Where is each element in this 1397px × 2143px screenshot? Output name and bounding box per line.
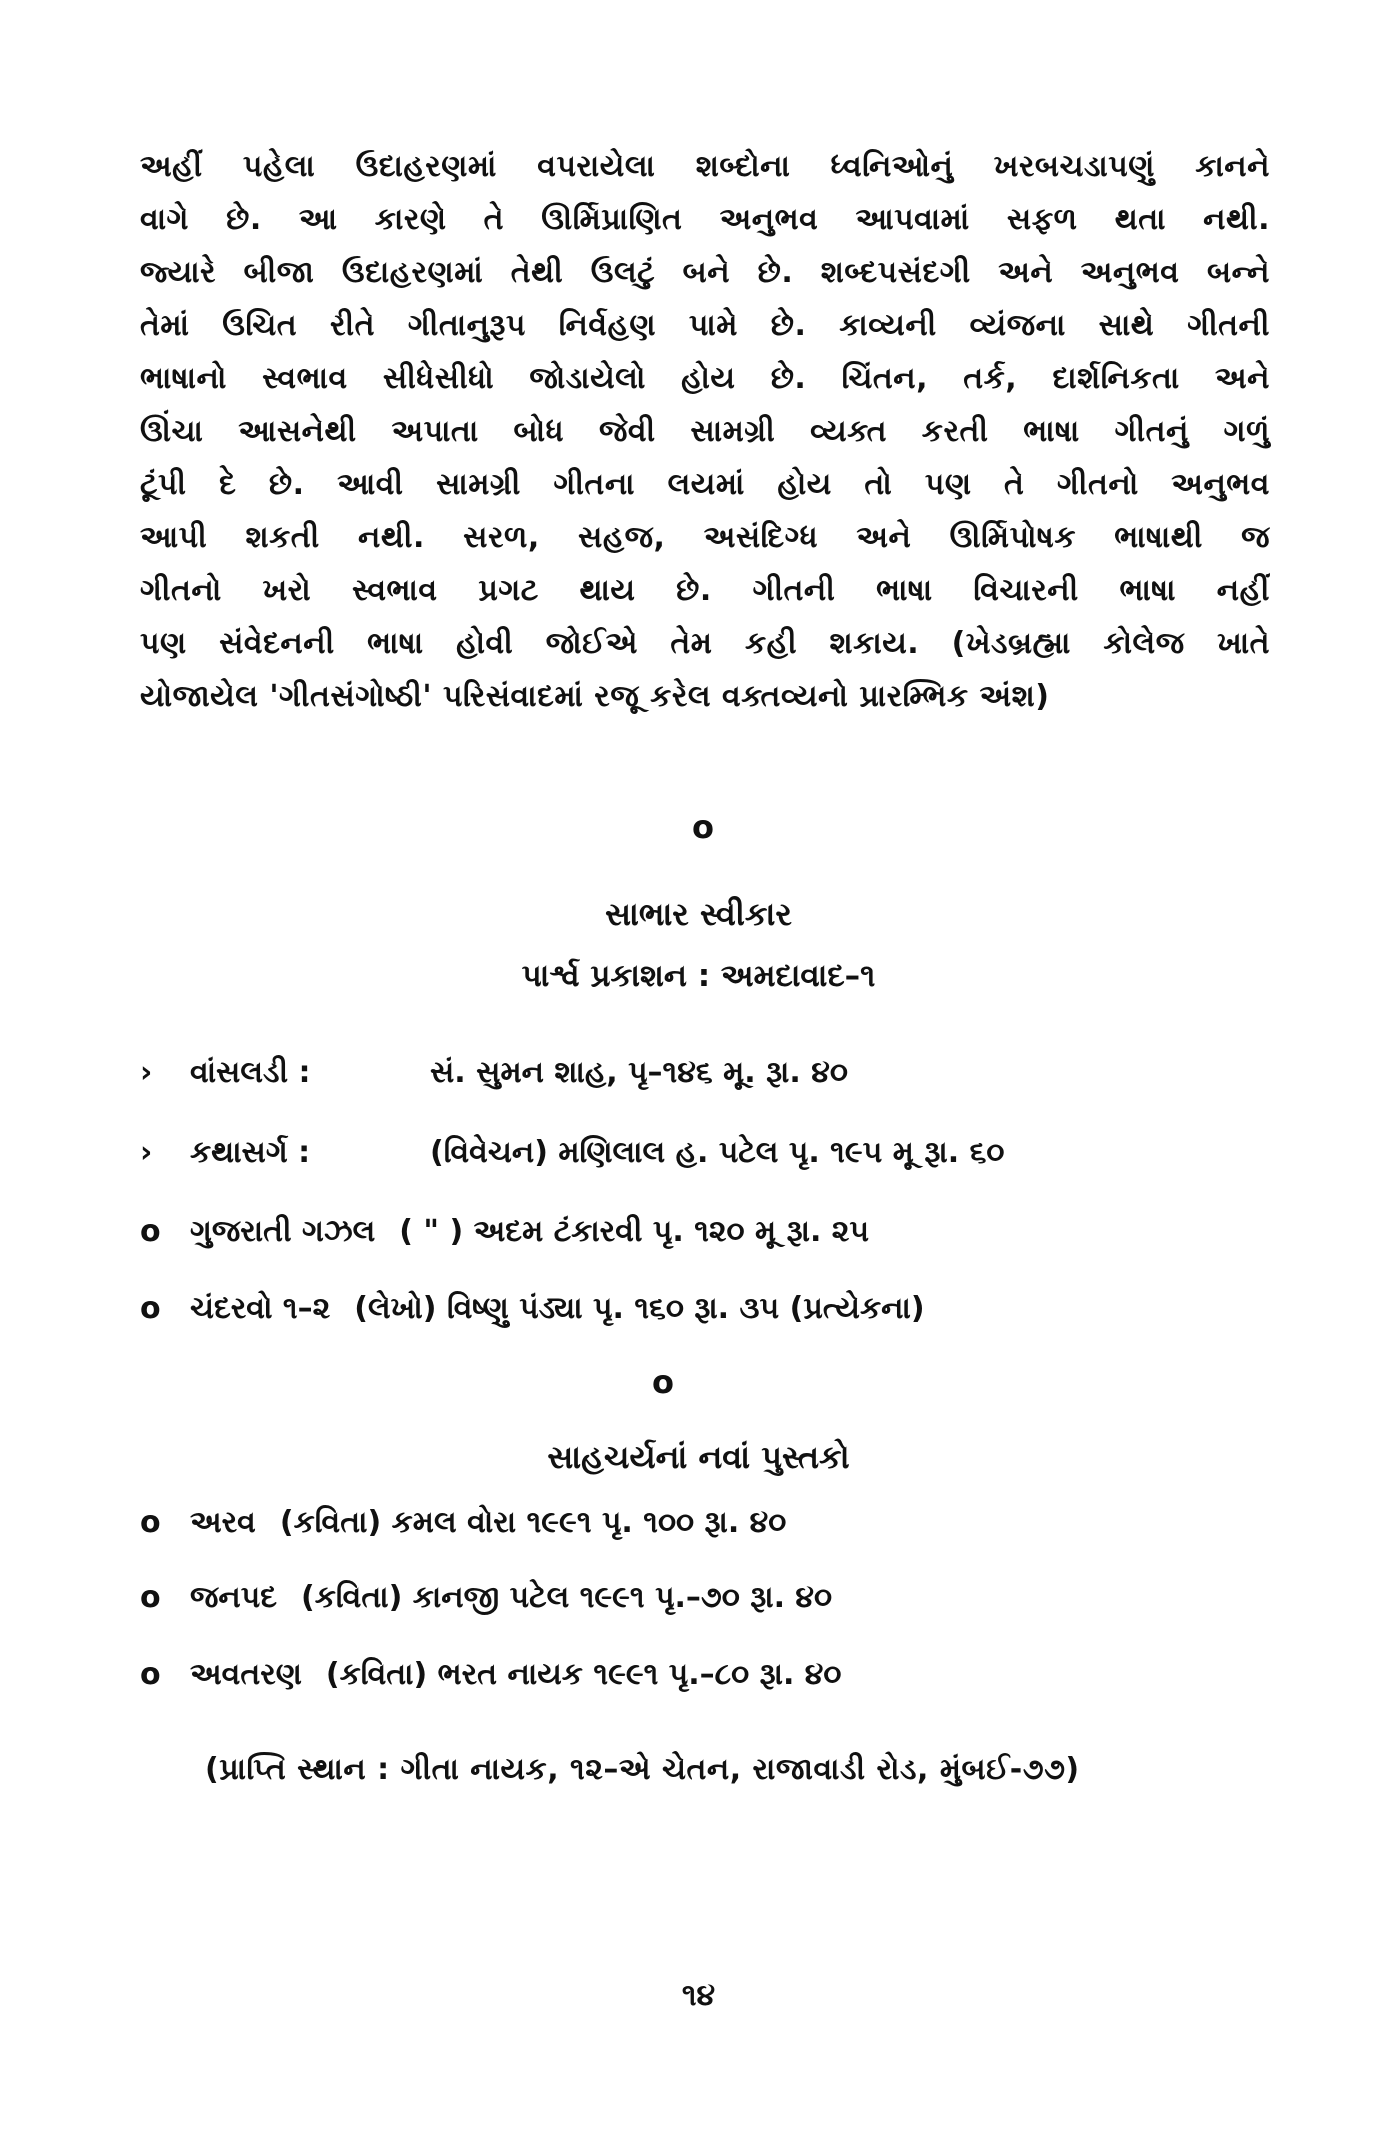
- list-item: [140, 1284, 1280, 1334]
- bullet-mark: o: [140, 1580, 161, 1615]
- book-detail: (કવિતા) કમલ વોરા ૧૯૯૧ પૃ. ૧૦૦ રૂા. ૪૦: [279, 1505, 787, 1540]
- paragraph-line: જ્યારે બીજા ઉદાહરણમાં તેથી ઉલટું બને છે. શબ્દપસંદગી અને અનુભવ બન્ને: [140, 255, 1270, 290]
- book-title: અરવ: [190, 1505, 256, 1540]
- paragraph-line: ભાષાનો સ્વભાવ સીધેસીધો જોડાયેલો હોય છે. ચિંતન, તર્ક, દાર્શનિકતા અને: [140, 361, 1270, 396]
- book-detail: (કવિતા) કાનજી પટેલ ૧૯૯૧ પૃ.–૭૦ રૂા. ૪૦: [300, 1580, 833, 1615]
- book-detail: (કવિતા) ભરત નાયક ૧૯૯૧ પૃ.–૮૦ રૂા. ૪૦: [325, 1657, 842, 1692]
- paragraph-line: ઊંચા આસનેથી અપાતા બોધ જેવી સામગ્રી વ્યક્ત કરતી ભાષા ગીતનું ગળું: [140, 414, 1270, 449]
- paragraph-line: ટૂંપી દે છે. આવી સામગ્રી ગીતના લયમાં હોય તો પણ તે ગીતનો અનુભવ: [140, 467, 1270, 502]
- section-divider: o: [652, 1363, 674, 1401]
- availability-note: (પ્રાપ્તિ સ્થાન : ગીતા નાયક, ૧૨–એ ચેતન, રાજાવાડી રોડ, મુંબઈ-૭૭): [205, 1752, 1080, 1787]
- new-books-heading: સાહચર્યનાં નવાં પુસ્તકો: [547, 1438, 850, 1476]
- book-title: વાંસલડી :: [190, 1055, 311, 1090]
- list-item: [140, 1650, 1280, 1700]
- book-title: અવતરણ: [190, 1657, 302, 1692]
- bullet-mark: o: [140, 1291, 161, 1326]
- list-item: [140, 1128, 1280, 1178]
- list-item: [140, 1573, 1280, 1623]
- bullet-mark: ›: [140, 1135, 153, 1170]
- paragraph-line: પણ સંવેદનની ભાષા હોવી જોઈએ તેમ કહી શકાય. (ખેડબ્રહ્મા કોલેજ ખાતે: [140, 626, 1270, 661]
- book-detail: (વિવેચન) મણિલાલ હ. પટેલ પૃ. ૧૯૫ મૂ રૂા. ૬૦: [430, 1135, 1005, 1170]
- acknowledgement-heading: સાભાર સ્વીકાર: [605, 895, 792, 933]
- paragraph-line: વાગે છે. આ કારણે તે ઊર્મિપ્રાણિત અનુભવ આપવામાં સફળ થતા નથી.: [140, 202, 1270, 237]
- bullet-mark: o: [140, 1505, 161, 1540]
- page-number: ૧૪: [681, 1978, 716, 2013]
- list-item: [140, 1048, 1280, 1098]
- section-divider: o: [692, 808, 714, 846]
- book-detail: સં. સુમન શાહ, પૃ–૧૪૬ મૂ. રૂા. ૪૦: [430, 1055, 848, 1090]
- paragraph-line: તેમાં ઉચિત રીતે ગીતાનુરૂપ નિર્વહણ પામે છે. કાવ્યની વ્યંજના સાથે ગીતની: [140, 308, 1270, 343]
- paragraph-line: અહીં પહેલા ઉદાહરણમાં વપરાયેલા શબ્દોના ધ્વનિઓનું ખરબચડાપણું કાનને: [140, 149, 1270, 184]
- book-detail: ( " ) અદમ ટંકારવી પૃ. ૧૨૦ મૂ રૂા. ૨૫: [399, 1214, 870, 1249]
- list-item: [140, 1207, 1280, 1257]
- paragraph-line: આપી શકતી નથી. સરળ, સહજ, અસંદિગ્ધ અને ઊર્મિપોષક ભાષાથી જ: [140, 520, 1270, 555]
- book-title: ગુજરાતી ગઝલ: [190, 1214, 376, 1249]
- book-detail: (લેખો) વિષ્ણુ પંડ્યા પૃ. ૧૬૦ રૂા. ૩૫ (પ્રત્યેકના): [354, 1291, 925, 1326]
- list-item: [140, 1498, 1280, 1548]
- bullet-mark: o: [140, 1657, 161, 1692]
- publisher-line: પાર્શ્વ પ્રકાશન : અમદાવાદ–૧: [521, 958, 876, 994]
- paragraph-line: ગીતનો ખરો સ્વભાવ પ્રગટ થાય છે. ગીતની ભાષા વિચારની ભાષા નહીં: [140, 573, 1270, 608]
- bullet-mark: ›: [140, 1055, 153, 1090]
- book-title: ચંદરવો ૧–૨: [190, 1291, 331, 1326]
- body-paragraph: [140, 140, 1270, 723]
- book-title: કથાસર્ગ :: [190, 1135, 311, 1170]
- bullet-mark: o: [140, 1214, 161, 1249]
- paragraph-line: યોજાયેલ 'ગીતસંગોષ્ઠી' પરિસંવાદમાં રજૂ કરેલ વક્તવ્યનો પ્રારમ્ભિક અંશ): [140, 679, 1050, 714]
- book-title: જનપદ: [190, 1580, 277, 1615]
